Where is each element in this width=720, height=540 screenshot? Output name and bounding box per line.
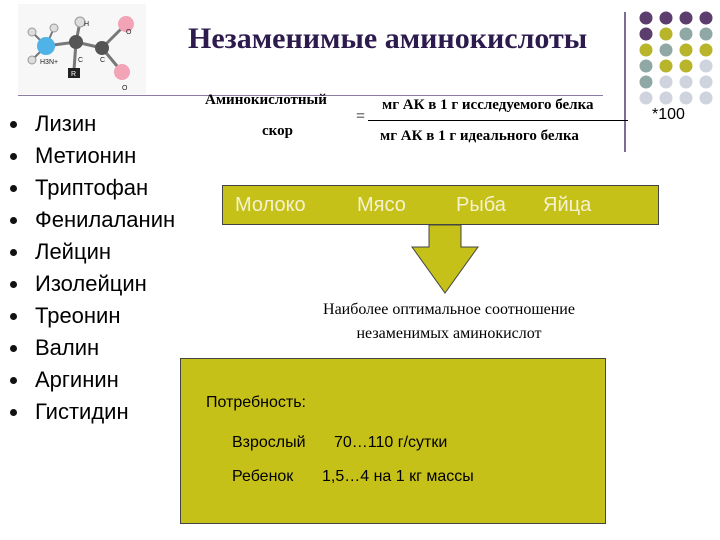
decorative-dot <box>640 60 653 73</box>
decorative-dot <box>640 28 653 41</box>
decorative-dot <box>700 44 713 57</box>
mol-label-r: R <box>71 71 77 78</box>
list-item <box>10 204 175 236</box>
bullet-icon <box>10 281 17 288</box>
page-title: Незаменимые аминокислоты <box>188 22 588 55</box>
mol-label-nh3: H3N+ <box>40 59 59 66</box>
decorative-dot <box>640 92 653 105</box>
amino-acid-name: Валин <box>35 335 100 360</box>
list-item <box>10 268 175 300</box>
decorative-dot <box>680 76 693 89</box>
decorative-dot <box>680 28 693 41</box>
amino-acid-name: Метионин <box>35 143 137 168</box>
decorative-dot <box>680 60 693 73</box>
decorative-dot <box>660 28 673 41</box>
bullet-icon <box>10 121 17 128</box>
decorative-dot <box>680 44 693 57</box>
amino-acid-name: Изолейцин <box>35 271 147 296</box>
bullet-icon <box>10 249 17 256</box>
mol-label-c1: C <box>78 57 84 64</box>
food-sources-banner <box>222 185 659 225</box>
amino-acid-name: Триптофан <box>35 175 149 200</box>
decorative-dot <box>660 12 673 25</box>
mol-label-o2: O <box>122 85 128 92</box>
mol-label-o1: O <box>126 29 132 36</box>
list-item <box>10 172 175 204</box>
decorative-dot <box>660 76 673 89</box>
decorative-dot <box>700 92 713 105</box>
decorative-dot <box>700 12 713 25</box>
list-item <box>10 396 175 428</box>
formula-left-line2: скор <box>262 123 293 139</box>
child-value: 1,5…4 на 1 кг массы <box>322 468 474 485</box>
mol-label-c2: C <box>100 57 106 64</box>
formula-numerator: мг АК в 1 г исследуемого белка <box>382 97 594 113</box>
optimal-line-2: незаменимых аминокислот <box>356 325 542 342</box>
decorative-dot <box>640 12 653 25</box>
amino-acid-list <box>10 108 175 428</box>
optimal-ratio-text <box>290 298 608 346</box>
optimal-line-1: Наиболее оптимальное соотношение <box>323 301 575 318</box>
down-arrow-icon <box>410 225 480 295</box>
list-item <box>10 364 175 396</box>
decorative-vertical-line <box>624 12 626 152</box>
need-title: Потребность: <box>206 394 306 411</box>
amino-acid-name: Лизин <box>35 111 97 136</box>
bullet-icon <box>10 185 17 192</box>
bullet-icon <box>10 153 17 160</box>
list-item <box>10 108 175 140</box>
list-item <box>10 236 175 268</box>
list-item <box>10 140 175 172</box>
amino-acid-name: Аргинин <box>35 367 119 392</box>
bullet-icon <box>10 409 17 416</box>
source-fish: Рыба <box>456 194 506 216</box>
decorative-dot-grid <box>636 10 716 110</box>
source-eggs: Яйца <box>543 194 592 216</box>
decorative-dot <box>660 60 673 73</box>
list-item <box>10 332 175 364</box>
formula-multiplier: *100 <box>652 106 685 123</box>
adult-value: 70…110 г/сутки <box>334 434 448 451</box>
source-meat: Мясо <box>357 194 406 216</box>
decorative-dot <box>660 44 673 57</box>
formula-equals: = <box>356 108 366 125</box>
decorative-dot <box>660 92 673 105</box>
decorative-dot <box>640 44 653 57</box>
bullet-icon <box>10 345 17 352</box>
formula-denominator: мг АК в 1 г идеального белка <box>380 128 579 144</box>
mol-label-h: H <box>84 21 90 28</box>
list-item <box>10 300 175 332</box>
source-milk: Молоко <box>235 194 306 216</box>
amino-acid-name: Треонин <box>35 303 121 328</box>
decorative-dot <box>640 76 653 89</box>
bullet-icon <box>10 313 17 320</box>
bullet-icon <box>10 217 17 224</box>
formula-left-line1: Аминокислотный <box>205 92 327 108</box>
amino-acid-name: Гистидин <box>35 399 129 424</box>
adult-label: Взрослый <box>232 434 306 451</box>
bullet-icon <box>10 377 17 384</box>
decorative-dot <box>700 76 713 89</box>
decorative-dot <box>680 12 693 25</box>
decorative-dot <box>700 28 713 41</box>
decorative-dot <box>700 60 713 73</box>
amino-acid-molecule-image <box>18 4 146 94</box>
fraction-line <box>368 120 628 121</box>
decorative-dot <box>680 92 693 105</box>
amino-acid-name: Лейцин <box>35 239 112 264</box>
child-label: Ребенок <box>232 468 294 485</box>
amino-acid-name: Фенилаланин <box>35 207 176 232</box>
